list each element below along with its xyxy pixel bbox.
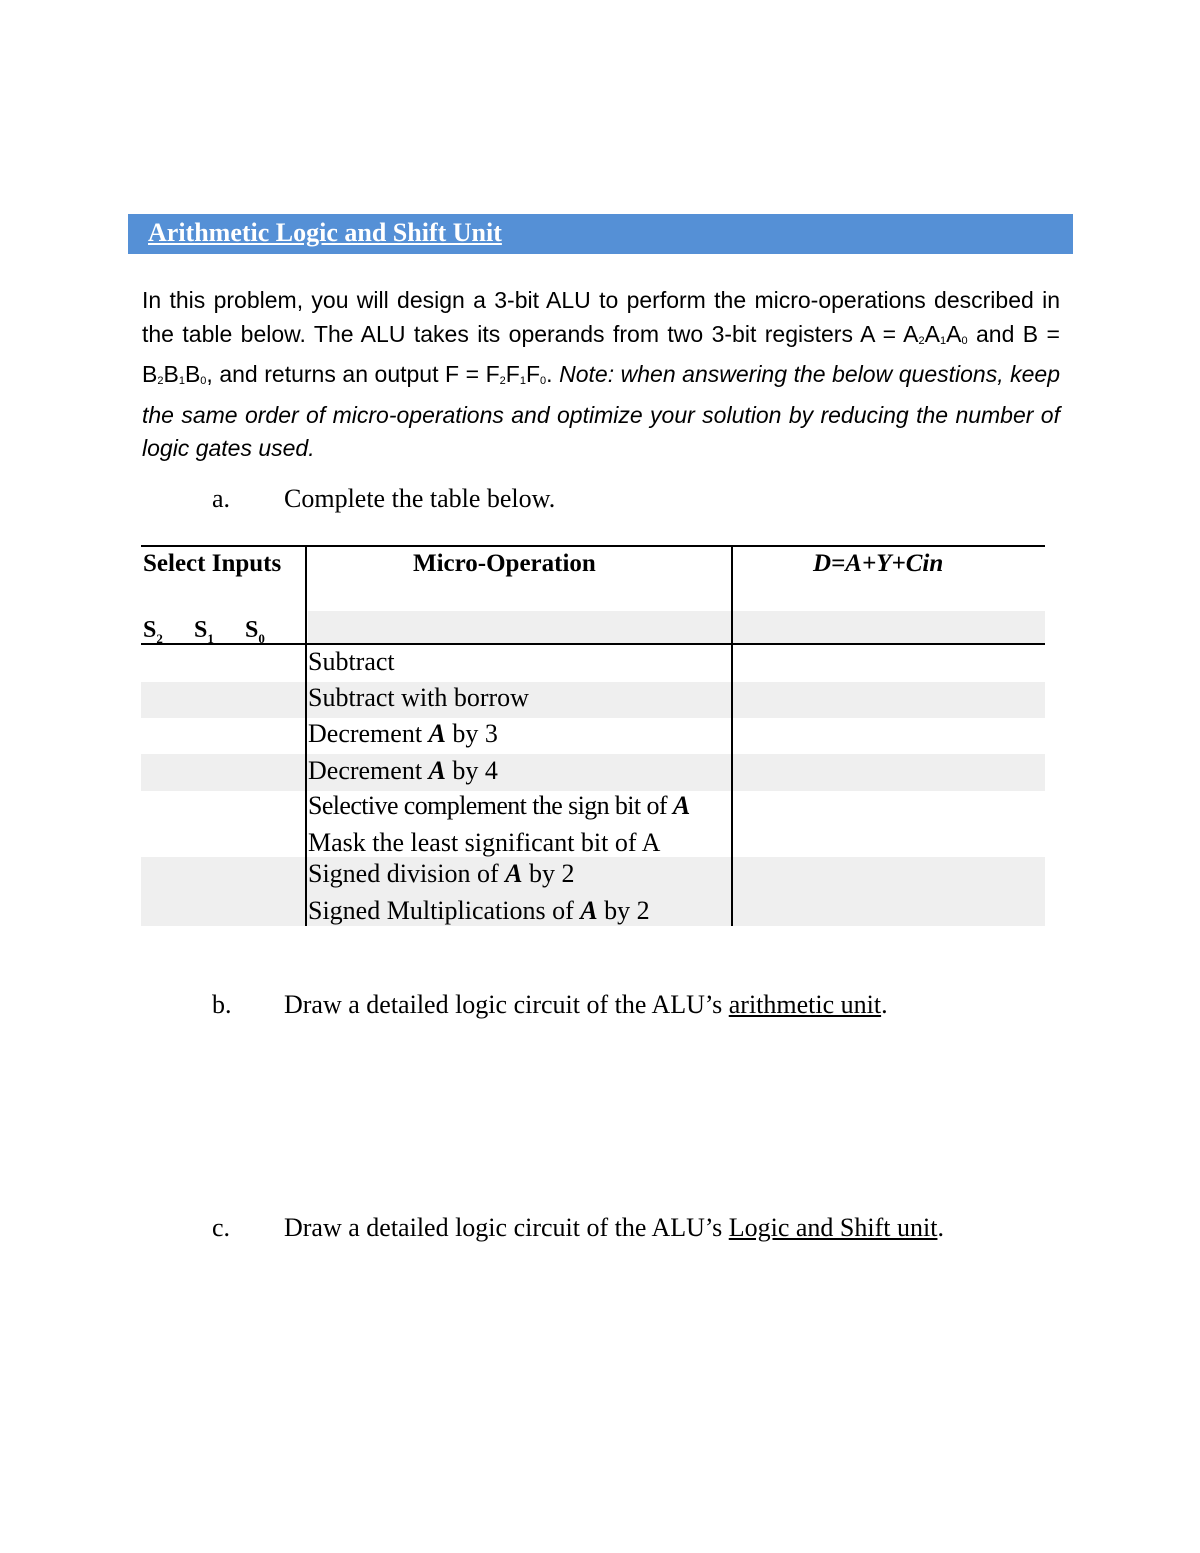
b2-sub: 2 [157, 375, 164, 387]
header-select-inputs: Select Inputs [143, 550, 282, 577]
op-text: by 3 [445, 719, 498, 748]
a1-sub: 1 [939, 334, 947, 347]
row-shade-4 [141, 754, 1045, 791]
header-shade-row [308, 611, 1045, 643]
table-col-divider-2 [731, 545, 733, 926]
op-text: by 4 [445, 756, 498, 785]
s1-sub: 1 [207, 630, 214, 646]
s1-letter: S [194, 617, 208, 643]
table-row-op [308, 791, 690, 821]
row-shade-2 [141, 682, 1045, 718]
header-result: D=A+Y+Cin [813, 550, 944, 577]
f0-sub: 0 [540, 375, 547, 387]
f2-sub: 2 [499, 375, 506, 387]
table-row-op: Mask the least significant bit of A [308, 828, 661, 857]
question-b-text-after: . [881, 990, 888, 1019]
intro-text-2: and B = B [142, 320, 1060, 387]
table-header-border [141, 643, 1045, 645]
question-a-text: Complete the table below. [284, 484, 556, 513]
table-col-divider-1 [305, 545, 307, 926]
intro-text-1: In this problem, you will design a 3-bit ALU to perform the micro-operations described in the table below. The ALU takes its operands from two 3-bit registers A = A [142, 287, 1060, 347]
table-top-border [141, 545, 1045, 547]
op-var: A [580, 896, 598, 925]
op-text: by 2 [597, 896, 650, 925]
question-c-text-after: . [937, 1213, 944, 1242]
alu-table [141, 545, 1045, 926]
intro-text-4: . [546, 361, 560, 387]
table-row-op [308, 719, 498, 749]
intro-text-3: , and returns an output F = F [206, 361, 500, 387]
s2-sub: 2 [156, 630, 163, 646]
table-row-op [308, 896, 650, 926]
s0-letter: S [245, 617, 259, 643]
question-c-text [284, 1213, 944, 1243]
a2-sub: 2 [918, 334, 925, 347]
table-row-op: Subtract [308, 647, 395, 676]
s2-letter: S [143, 617, 157, 643]
b0-sub: 0 [200, 375, 207, 387]
header-s0 [245, 617, 265, 647]
section-heading-bar [128, 214, 1073, 254]
op-text: Signed division of [308, 859, 506, 888]
a0-sub: 0 [961, 334, 968, 347]
b1-sub: 1 [178, 375, 185, 387]
question-a-label: a. [212, 484, 231, 513]
question-b-label: b. [212, 990, 232, 1019]
question-c-underlined: Logic and Shift unit [728, 1213, 938, 1242]
table-row-op [308, 859, 575, 889]
header-micro-operation: Micro-Operation [413, 550, 596, 577]
op-text: Selective complement the sign bit of [308, 791, 673, 820]
op-var: A [505, 859, 523, 888]
table-row-op [308, 756, 498, 786]
question-c-label: c. [212, 1213, 231, 1242]
op-var: A [672, 791, 690, 820]
table-row-op: Subtract with borrow [308, 683, 529, 712]
question-c-text-before: Draw a detailed logic circuit of the ALU’s [284, 1213, 729, 1242]
question-b-underlined: arithmetic unit [728, 990, 882, 1019]
header-s2 [143, 617, 163, 647]
op-text: Decrement [308, 719, 429, 748]
op-var: A [428, 756, 446, 785]
f1-sub: 1 [519, 375, 526, 387]
op-text: Signed Multiplications of [308, 896, 581, 925]
question-b-text [284, 990, 888, 1020]
intro-paragraph: In this problem, you will design a 3-bit ALU to perform the micro-operations described in the table below. The ALU takes its operands from two 3-bit registers $A = A_2A_1A_0$ and $B = B_2B_1B_0$, and returns an output $F = F_2F_1F_0$. Note: when answering the below questions, keep the same order of micro-operations and optimize your solution by reducing the number of logic gates used. [142, 287, 1061, 461]
op-text: by 2 [522, 859, 575, 888]
intro-note: Note: when answering the below questions, keep the same order of micro-operations and optimize your solution by reducing the number of logic gates used. [142, 361, 1061, 461]
op-text: Decrement [308, 756, 429, 785]
header-s1 [194, 617, 214, 647]
question-b-text-before: Draw a detailed logic circuit of the ALU’s [284, 990, 729, 1019]
section-title: Arithmetic Logic and Shift Unit [148, 218, 502, 247]
op-var: A [428, 719, 446, 748]
s0-sub: 0 [258, 630, 265, 646]
